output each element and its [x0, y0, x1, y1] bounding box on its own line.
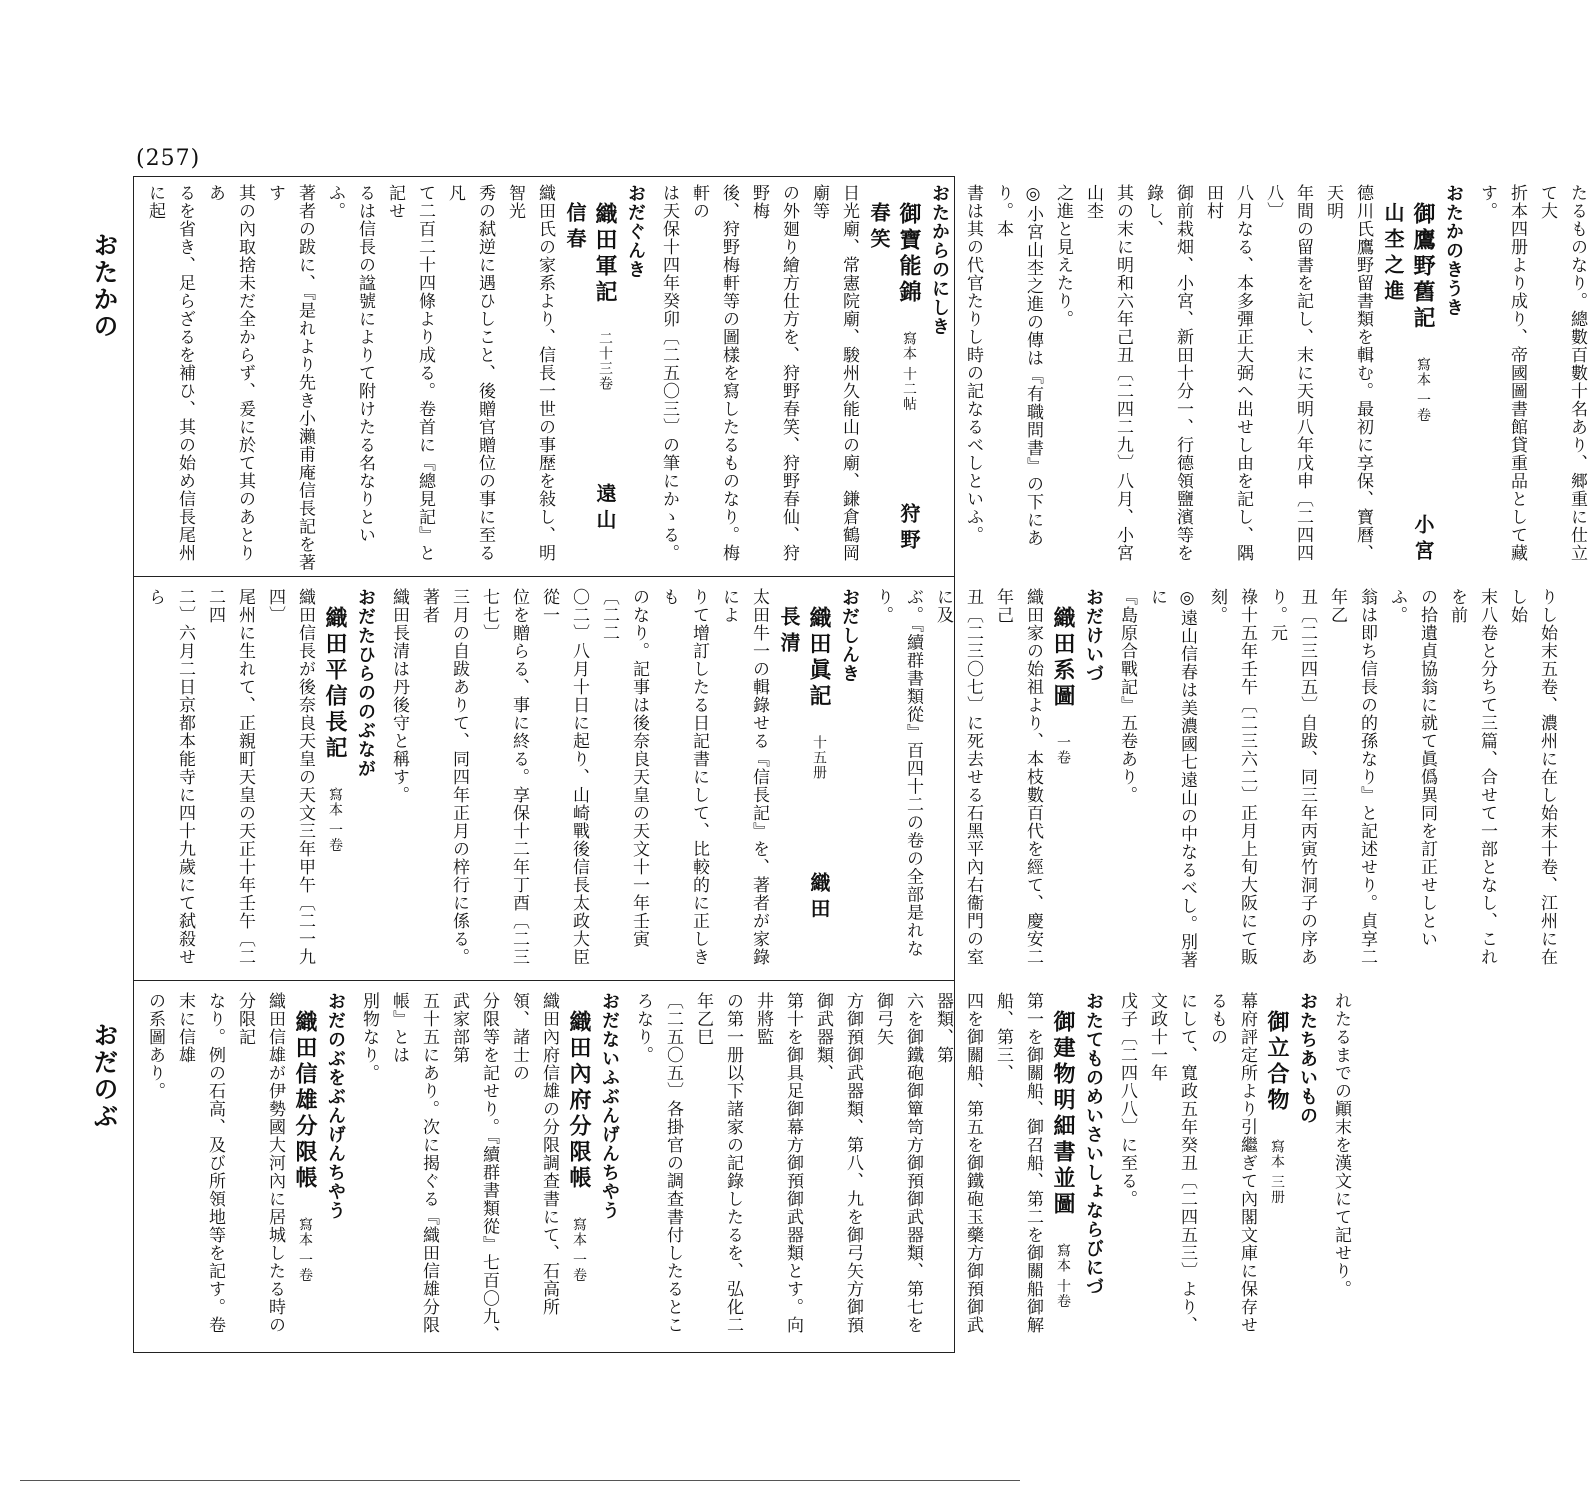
body-text-line: 織田長清は丹後守と稱す。	[389, 588, 409, 804]
text-band-middle	[140, 588, 1557, 974]
body-text-line: 尾州に生れて、正親町天皇の天正十年壬午〔二二四	[205, 588, 255, 966]
band-divider-2	[133, 980, 955, 981]
body-text-line: りし始末五卷、濃州に在し始末十卷、江州に在し始	[1507, 588, 1557, 966]
body-text-line: の第一册以下諸家の記錄したるを、弘化二年乙巳	[693, 992, 743, 1334]
entry-reading: おだけいづ	[1083, 588, 1104, 683]
body-text-line: 德川氏鷹野留書類を輯む。最初に享保、寶曆、天明	[1323, 184, 1373, 562]
entry-volume-info: 寫本 十卷	[1055, 1228, 1071, 1309]
body-text-line: 織田家の始祖より、本枝數百代を經て、慶安二年己	[993, 588, 1043, 966]
body-text-line: 之進と見えたり。	[1053, 184, 1073, 328]
body-text-line: 書は其の代官たりし時の記なるべしといふ。	[963, 184, 983, 544]
body-text-line: 位を贈らる、事に終る。享保十二年丁酉〔二三七七〕	[479, 588, 529, 966]
entry-author: 織田 長清	[777, 606, 831, 950]
entry-author: 遠山 信春	[563, 202, 617, 561]
entry-title-line	[320, 588, 350, 974]
body-text-line: の外廻り繪方仕方を、狩野春笑、狩野春仙、狩野梅	[749, 184, 799, 562]
body-text-line: 織田內府信雄の分限調查書にて、石高所領、諸士の	[509, 992, 559, 1316]
running-head-top: おたかの	[90, 232, 119, 340]
body-text-line: 織田信長が後奈良天皇の天文三年甲午〔二一九四〕	[265, 588, 315, 966]
entry-volume-info: 寫本 一卷	[1415, 342, 1431, 423]
body-text-line: 八月なる、本多彈正大弼へ出せし由を記し、隅田村	[1203, 184, 1253, 562]
entry-volume-info: 十五册	[811, 720, 827, 780]
entry-author: 狩野 春笑	[867, 202, 921, 582]
entry-title-line	[1262, 992, 1292, 1348]
entry-reading: おだのぶをぶんげんちやう	[325, 992, 346, 1220]
body-text-line: 其の末に明和六年己丑〔二四二九〕八月、小宮山杢	[1083, 184, 1133, 562]
body-text-line: 第十を御具足御幕方御預御武器類とす。向井將監	[753, 992, 803, 1334]
entry-volume-info: 二十三卷	[597, 316, 613, 391]
entry-volume-info: 寫本 十二帖	[901, 316, 917, 412]
body-text-line: 戊子〔二四八八〕に至る。	[1117, 992, 1137, 1208]
body-text-line: 三月の自跋ありて、同四年正月の梓行に係る。著者	[419, 588, 469, 966]
entry-title-line	[1048, 588, 1078, 974]
text-column	[140, 588, 1562, 974]
entry-title-line	[560, 184, 620, 572]
entry-title: 御寶能錦	[896, 202, 922, 306]
body-text-line: のなり。記事は後奈良天皇の天文十一年壬寅〔二二	[599, 588, 649, 948]
body-text-line: たるものなり。總數百數十名あり、郷重に仕立て大	[1537, 184, 1587, 562]
body-text-line: 『島原合戰記』五卷あり。	[1117, 588, 1137, 804]
body-text-line: 丑〔二三四五〕自跋、同三年丙寅竹洞子の序あり。元	[1267, 588, 1317, 966]
text-column	[140, 184, 1592, 582]
entry-reading: おたからのにしき	[929, 184, 950, 336]
body-text-line: 分限等を記せり。『續群書類從』七百〇九、武家部第	[449, 992, 499, 1344]
running-head-bottom: おだのぶ	[90, 1022, 119, 1130]
entry-title: 織田內府分限帳	[566, 1010, 592, 1192]
body-text-line: 日光廟、常憲院廟、駿州久能山の廟、鎌倉鶴岡廟等	[809, 184, 859, 562]
body-text-line: 織田氏の家系より、信長一世の事歷を敍し、明智光	[505, 184, 555, 562]
entry-volume-info: 寫本 一卷	[571, 1202, 587, 1283]
entry-reading: おだしんき	[839, 588, 860, 683]
entry-reading: おたちあいもの	[1297, 992, 1318, 1125]
text-band-top	[140, 184, 1587, 582]
body-text-line: るを省き、足らざるを補ひ、其の始め信長尾州に起	[145, 184, 195, 562]
body-text-line: 太田牛一の輯錄せる『信長記』を、著者が家錄によ	[719, 588, 769, 966]
body-text-line: りて增訂したる日記書にして、比較的に正しきも	[659, 588, 709, 966]
body-text-line: て二百二十四條より成る。卷首に『總見記』と記せ	[385, 184, 435, 562]
body-text-line: 〔二五〇五〕各掛官の調查書付したるところなり。	[633, 992, 683, 1334]
body-text-line: ぶ。『續群書類從』百四十二の卷の全部是れなり。	[873, 588, 923, 958]
entry-author: 小宮山杢之進	[1381, 202, 1435, 567]
body-text-line: 四を御關船、第五を御鐵砲玉藥方御預御武器類、第	[933, 992, 983, 1334]
body-text-line: 著者の跋に、『是れより先き小瀨甫庵信長記を著す	[265, 184, 315, 572]
entry-title-line	[864, 184, 924, 582]
body-text-line: は天保十四年癸卯〔二五〇三〕の筆にかゝる。	[659, 184, 679, 562]
text-band-bottom	[140, 992, 1351, 1348]
entry-reading: おたかのきうき	[1443, 184, 1464, 317]
body-text-line: 後、狩野梅軒等の圖樣を寫したるものなり。梅軒の	[689, 184, 739, 562]
entry-title: 織田軍記	[592, 202, 618, 306]
entry-title: 織田信雄分限帳	[292, 1010, 318, 1192]
body-text-line: 末八卷と分ちて三篇、合せて一部となし、これを前	[1447, 588, 1497, 966]
body-text-line: 第一を御關船、御召船、第二を御關船御解船、第三、	[993, 992, 1043, 1334]
body-text-line: ◎小宮山杢之進の傳は『有職問書』の下にあり。本	[993, 184, 1043, 547]
entry-reading: おたてものめいさいしょならびにづ	[1083, 992, 1104, 1296]
body-text-line: ◎遠山信春は美濃國七遠山の中なるべし。別著に	[1147, 588, 1197, 969]
scan-footer-line	[20, 1480, 1020, 1481]
entry-title: 織田眞記	[806, 606, 832, 710]
entry-title: 織田系圖	[1050, 606, 1076, 710]
body-text-line: 五十五にあり。次に揭ぐる『織田信雄分限帳』とは	[389, 992, 439, 1334]
body-text-line: 六を御鐵砲御簞笥方御預御武器類、第七を御弓矢	[873, 992, 923, 1334]
text-column	[140, 992, 1356, 1348]
body-text-line: 〇二〕八月十日に起り、山崎戰後信長太政大臣從一	[539, 588, 589, 966]
body-text-line: 秀の弑逆に遇ひしこと、後贈官贈位の事に至る凡	[445, 184, 495, 562]
entry-volume-info: 寫本 三册	[1269, 1124, 1285, 1205]
entry-title-line	[1378, 184, 1438, 572]
band-divider-1	[133, 576, 955, 577]
body-text-line: 翁は即ち信長の的孫なり』と記述せり。貞享二年乙	[1327, 588, 1377, 966]
body-text-line: るは信長の諡號によりて附けたる名なりといふ。	[325, 184, 375, 544]
entry-title: 御鷹野舊記	[1410, 202, 1436, 332]
body-text-line: れたるまでの顚末を漢文にて記せり。	[1331, 992, 1351, 1298]
entry-volume-info: 一卷	[1055, 720, 1071, 765]
body-text-line: 丑〔二三〇七〕に死去せる石黑平內右衞門の室に及	[933, 588, 983, 966]
entry-volume-info: 寫本 一卷	[297, 1202, 313, 1283]
entry-title-line	[290, 992, 320, 1348]
entry-reading: おだぐんき	[625, 184, 646, 279]
body-text-line: 織田信雄が伊勢國大河內に居城したる時の分限記	[235, 992, 285, 1334]
body-text-line: 二〕六月二日京都本能寺に四十九歲にて弑殺せら	[145, 588, 195, 966]
body-text-line: 別物なり。	[359, 992, 379, 1082]
body-text-line: にして、寬政五年癸丑〔二四五三〕より、文政十一年	[1147, 992, 1197, 1334]
body-text-line: 御前栽畑、小宮、新田十分一、行德領鹽濱等を錄し、	[1143, 184, 1193, 562]
body-text-line: なり。例の石高、及び所領地等を記す。卷末に信雄	[175, 992, 225, 1334]
entry-reading: おだたひらののぶなが	[355, 588, 376, 778]
entry-title-line	[564, 992, 594, 1348]
entry-title: 御立合物	[1264, 1010, 1290, 1114]
body-text-line: 其の內取捨未だ全からず、爰に於て其のあとりあ	[205, 184, 255, 562]
body-text-line: 祿十五年壬午〔二三六二〕正月上旬大阪にて販刻。	[1207, 588, 1257, 966]
entry-title-line	[1048, 992, 1078, 1348]
body-text-line: 折本四册より成り、帝國圖書館貸重品として藏す。	[1477, 184, 1527, 562]
body-text-line: の系圖あり。	[145, 992, 165, 1100]
page-number: (257)	[136, 146, 201, 171]
body-text-line: 年間の留書を記し、末に天明八年戊申〔二四四八〕	[1263, 184, 1313, 562]
body-text-line: 方御預御武器類、第八、九を御弓矢方御預御武器類、	[813, 992, 863, 1334]
entry-volume-info: 寫本 一卷	[327, 772, 343, 853]
entry-title: 御建物明細書並圖	[1050, 1010, 1076, 1218]
entry-title-line	[774, 588, 834, 974]
body-text-line: の拾遺貞協翁に就て眞僞異同を訂正せしといふ。	[1387, 588, 1437, 948]
entry-title: 織田平信長記	[322, 606, 348, 762]
entry-reading: おだないふぶんげんちやう	[599, 992, 620, 1220]
body-text-line: 幕府評定所より引繼ぎて內閣文庫に保存せるもの	[1207, 992, 1257, 1334]
